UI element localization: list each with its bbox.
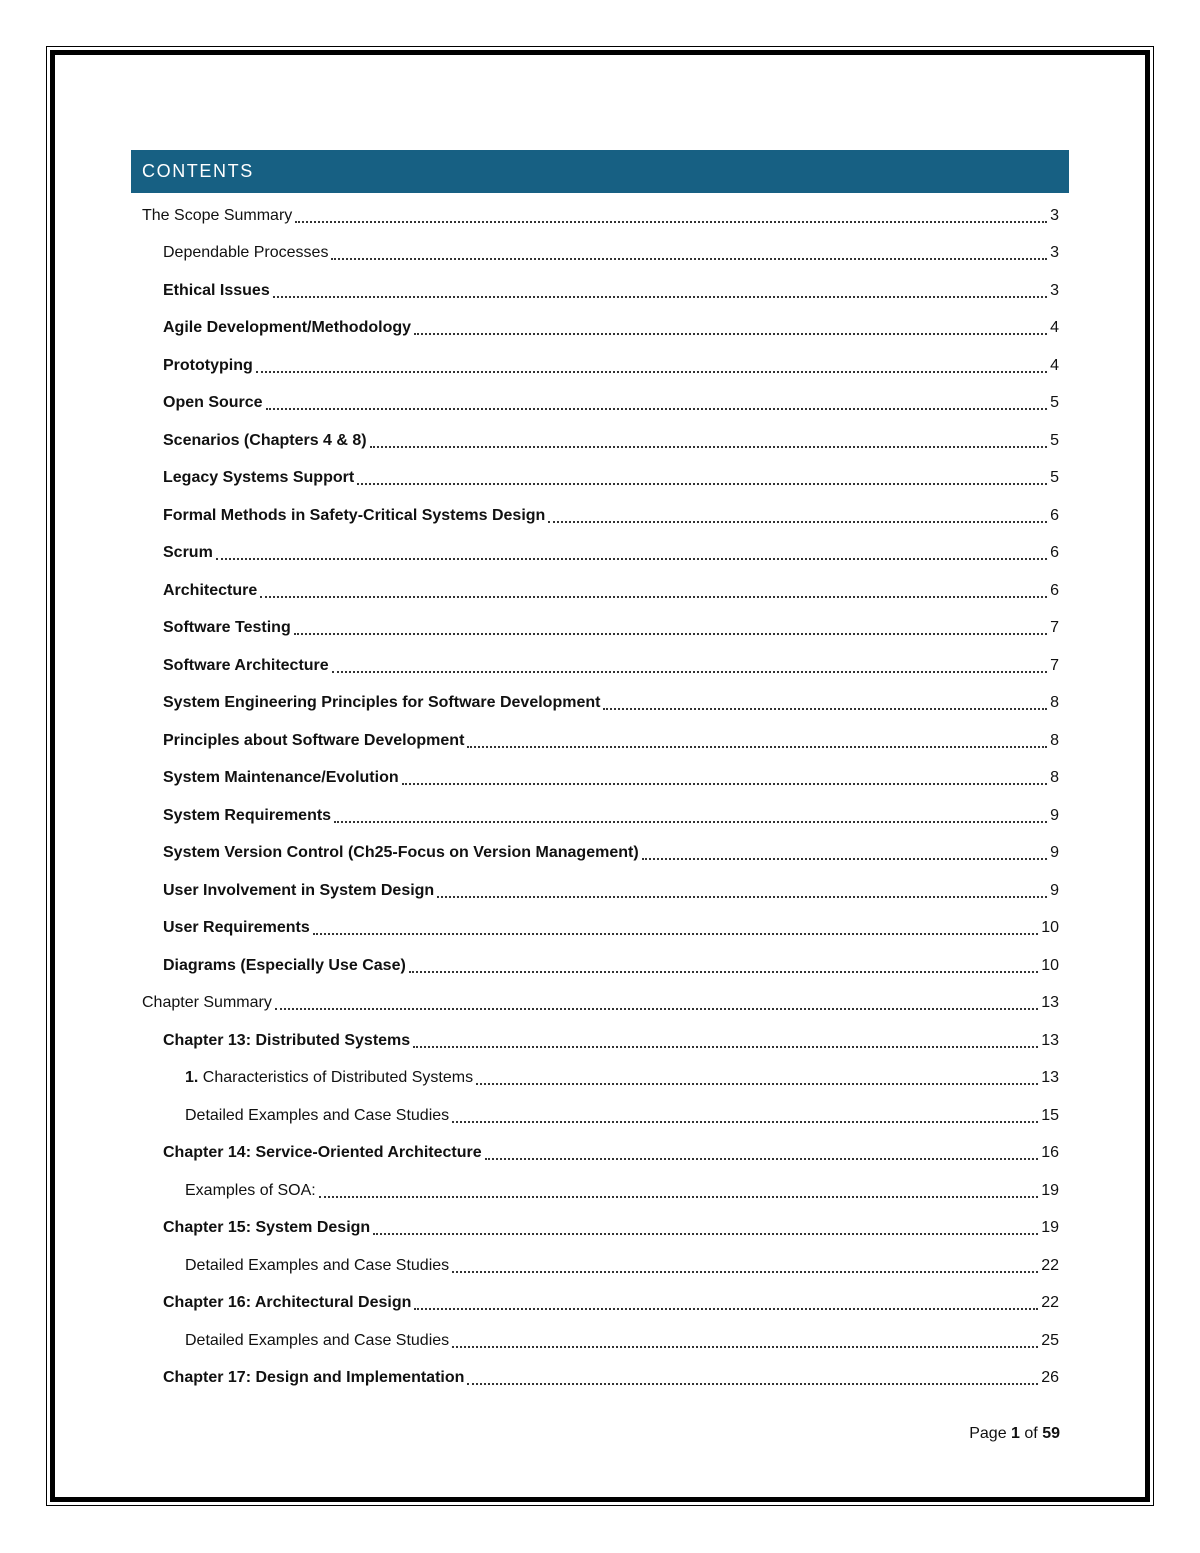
toc-entry-page: 3: [1050, 244, 1059, 262]
toc-dot-leader: [452, 1271, 1038, 1273]
toc-entry-title: Diagrams (Especially Use Case): [163, 956, 406, 974]
toc-entry-page: 22: [1041, 1256, 1059, 1274]
toc-entry-title: Legacy Systems Support: [163, 469, 355, 487]
toc-dot-leader: [414, 1308, 1038, 1310]
toc-entry[interactable]: [131, 685, 1069, 723]
toc-entry-page: 5: [1050, 469, 1059, 487]
toc-entry[interactable]: [131, 460, 1069, 498]
toc-dot-leader: [452, 1121, 1038, 1123]
toc-entry-page: 5: [1050, 431, 1059, 449]
toc-entry[interactable]: [131, 535, 1069, 573]
toc-entry[interactable]: [131, 797, 1069, 835]
toc-dot-leader: [319, 1196, 1038, 1198]
toc-dot-leader: [642, 858, 1047, 860]
toc-dot-leader: [402, 783, 1047, 785]
toc-entry-page: 13: [1041, 994, 1059, 1012]
toc-entry-page: 8: [1050, 731, 1059, 749]
toc-entry-page: 9: [1050, 844, 1059, 862]
toc-entry-title: Examples of SOA:: [185, 1181, 316, 1199]
toc-entry[interactable]: [131, 722, 1069, 760]
toc-dot-leader: [266, 408, 1048, 410]
toc-dot-leader: [452, 1346, 1038, 1348]
page-number-total: 59: [1042, 1425, 1060, 1442]
toc-entry-page: 4: [1050, 319, 1059, 337]
toc-entry-title: Open Source: [163, 394, 263, 412]
table-of-contents: [131, 197, 1069, 1397]
toc-entry-title: Chapter 16: Architectural Design: [163, 1294, 412, 1312]
toc-entry-title: Chapter 13: Distributed Systems: [163, 1031, 411, 1049]
toc-entry[interactable]: [131, 1360, 1069, 1398]
toc-entry-page: 9: [1050, 881, 1059, 899]
toc-entry-page: 13: [1041, 1031, 1059, 1049]
toc-dot-leader: [275, 1008, 1038, 1010]
toc-entry[interactable]: [131, 1322, 1069, 1360]
toc-entry[interactable]: [131, 197, 1069, 235]
toc-dot-leader: [467, 746, 1047, 748]
toc-entry-page: 22: [1041, 1294, 1059, 1312]
toc-entry[interactable]: [131, 1285, 1069, 1323]
toc-entry-title: Scenarios (Chapters 4 & 8): [163, 431, 367, 449]
toc-entry-page: 5: [1050, 394, 1059, 412]
toc-entry[interactable]: [131, 1135, 1069, 1173]
toc-entry-title: Detailed Examples and Case Studies: [185, 1106, 450, 1124]
toc-entry-title-text: Characteristics of Distributed Systems: [202, 1069, 474, 1087]
toc-entry-page: 26: [1041, 1369, 1059, 1387]
toc-dot-leader: [294, 633, 1047, 635]
toc-entry[interactable]: [131, 422, 1069, 460]
toc-entry[interactable]: [131, 1210, 1069, 1248]
contents-heading-text: CONTENTS: [142, 161, 254, 181]
toc-entry-page: 15: [1041, 1106, 1059, 1124]
toc-entry[interactable]: [131, 1097, 1069, 1135]
toc-entry-title: Dependable Processes: [163, 244, 329, 262]
toc-entry-page: 6: [1050, 506, 1059, 524]
toc-dot-leader: [260, 596, 1047, 598]
toc-dot-leader: [256, 371, 1047, 373]
toc-entry[interactable]: [131, 272, 1069, 310]
contents-heading: [131, 150, 1069, 193]
toc-entry[interactable]: [131, 610, 1069, 648]
toc-entry-page: 3: [1050, 281, 1059, 299]
toc-dot-leader: [331, 258, 1047, 260]
toc-entry-page: 10: [1041, 919, 1059, 937]
toc-entry[interactable]: [131, 872, 1069, 910]
toc-dot-leader: [334, 821, 1047, 823]
toc-entry-title: Prototyping: [163, 356, 253, 374]
toc-dot-leader: [409, 971, 1038, 973]
toc-entry-title: Software Testing: [163, 619, 291, 637]
toc-entry-title: System Requirements: [163, 806, 332, 824]
toc-dot-leader: [373, 1233, 1038, 1235]
toc-entry-page: 19: [1041, 1219, 1059, 1237]
toc-entry[interactable]: [131, 910, 1069, 948]
toc-entry-title: Architecture: [163, 581, 258, 599]
toc-entry[interactable]: [131, 985, 1069, 1023]
page-number: [900, 1425, 1060, 1443]
toc-dot-leader: [313, 933, 1038, 935]
toc-dot-leader: [413, 1046, 1038, 1048]
toc-entry[interactable]: [131, 497, 1069, 535]
toc-entry[interactable]: [131, 572, 1069, 610]
toc-dot-leader: [603, 708, 1047, 710]
toc-entry[interactable]: [131, 835, 1069, 873]
toc-dot-leader: [357, 483, 1047, 485]
toc-entry-title: Scrum: [163, 544, 213, 562]
toc-entry-title: Agile Development/Methodology: [163, 319, 412, 337]
toc-entry-title: The Scope Summary: [142, 206, 293, 224]
toc-entry-page: 8: [1050, 694, 1059, 712]
toc-entry-page: 3: [1050, 206, 1059, 224]
toc-entry-title: System Maintenance/Evolution: [163, 769, 399, 787]
toc-entry[interactable]: [131, 310, 1069, 348]
toc-dot-leader: [437, 896, 1047, 898]
toc-dot-leader: [414, 333, 1047, 335]
toc-entry-title: Chapter 17: Design and Implementation: [163, 1369, 465, 1387]
toc-entry-title: Software Architecture: [163, 656, 329, 674]
toc-entry[interactable]: [131, 760, 1069, 798]
toc-entry[interactable]: [131, 647, 1069, 685]
toc-dot-leader: [216, 558, 1047, 560]
toc-entry-page: 19: [1041, 1181, 1059, 1199]
page-number-of: of: [1024, 1425, 1038, 1442]
toc-entry-page: 8: [1050, 769, 1059, 787]
toc-entry-title: User Requirements: [163, 919, 310, 937]
toc-entry-page: 16: [1041, 1144, 1059, 1162]
toc-dot-leader: [548, 521, 1047, 523]
toc-dot-leader: [332, 671, 1047, 673]
toc-entry-number: 1.: [185, 1069, 199, 1087]
toc-entry-page: 25: [1041, 1331, 1059, 1349]
toc-entry-title: Formal Methods in Safety-Critical Systems Design: [163, 506, 546, 524]
toc-dot-leader: [295, 221, 1047, 223]
toc-entry-page: 6: [1050, 581, 1059, 599]
page-number-prefix: Page: [969, 1425, 1007, 1442]
page-number-current: 1: [1011, 1425, 1020, 1442]
toc-entry-title: Chapter 14: Service-Oriented Architecture: [163, 1144, 482, 1162]
toc-entry[interactable]: [131, 1022, 1069, 1060]
toc-entry[interactable]: [131, 347, 1069, 385]
toc-entry[interactable]: [131, 1247, 1069, 1285]
toc-dot-leader: [273, 296, 1047, 298]
toc-entry-title: Detailed Examples and Case Studies: [185, 1256, 450, 1274]
toc-entry-title: Chapter 15: System Design: [163, 1219, 371, 1237]
toc-entry[interactable]: [131, 947, 1069, 985]
toc-entry-title: Ethical Issues: [163, 281, 270, 299]
toc-entry-page: 4: [1050, 356, 1059, 374]
toc-dot-leader: [370, 446, 1047, 448]
toc-entry-page: 9: [1050, 806, 1059, 824]
toc-entry[interactable]: [131, 235, 1069, 273]
toc-dot-leader: [467, 1383, 1038, 1385]
toc-entry[interactable]: [131, 1172, 1069, 1210]
toc-entry-page: 7: [1050, 656, 1059, 674]
toc-entry-title: Detailed Examples and Case Studies: [185, 1331, 450, 1349]
toc-entry-page: 13: [1041, 1069, 1059, 1087]
toc-entry-title: [185, 1069, 473, 1087]
toc-entry-page: 6: [1050, 544, 1059, 562]
toc-entry-title: System Version Control (Ch25-Focus on Version Management): [163, 844, 639, 862]
toc-entry-title: System Engineering Principles for Software Development: [163, 694, 601, 712]
toc-dot-leader: [485, 1158, 1039, 1160]
toc-entry-title: Chapter Summary: [142, 994, 272, 1012]
toc-entry-title: Principles about Software Development: [163, 731, 465, 749]
toc-entry[interactable]: [131, 385, 1069, 423]
toc-entry-page: 10: [1041, 956, 1059, 974]
toc-entry-page: 7: [1050, 619, 1059, 637]
toc-dot-leader: [476, 1083, 1038, 1085]
toc-entry-title: User Involvement in System Design: [163, 881, 435, 899]
toc-entry[interactable]: [131, 1060, 1069, 1098]
